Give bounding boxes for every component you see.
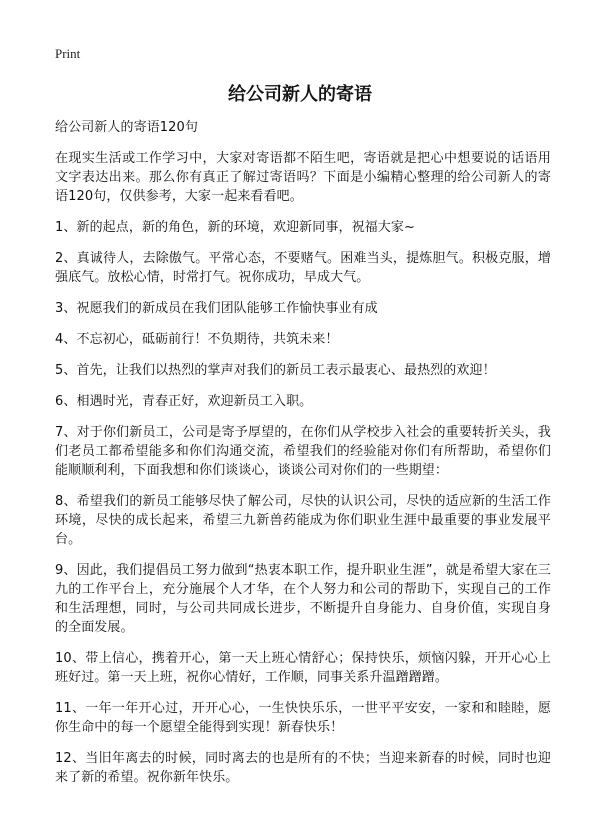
article-subtitle: 给公司新人的寄语120句 xyxy=(55,120,199,135)
article-body xyxy=(55,118,551,799)
print-link[interactable]: Print xyxy=(55,46,81,61)
list-item-1: 1、新的起点，新的角色，新的环境，欢迎新同事，祝福大家~ xyxy=(55,220,415,235)
list-item-12: 12、当旧年离去的时候，同时离去的也是所有的不快；当迎来新春的时候，同时也迎来了新的希望。祝你新年快乐。 xyxy=(55,751,551,785)
list-item-6: 6、相遇时光，青春正好，欢迎新员工入职。 xyxy=(55,394,313,409)
list-item-10: 10、带上信心，携着开心，第一天上班心情舒心；保持快乐，烦恼闪躲，开开心心上班好过。第一天上班，祝你心情好，工作顺，同事关系升温蹭蹭蹭。 xyxy=(55,651,551,685)
list-item-11: 11、一年一年开心过，开开心心，一生快快乐乐，一世平平安安，一家和和睦睦，愿你生命中的每一个愿望全能得到实现！新春快乐！ xyxy=(55,701,551,735)
list-item-7: 7、对于你们新员工，公司是寄予厚望的，在你们从学校步入社会的重要转折关头，我们老员工都希望能多和你们沟通交流，希望我们的经验能对你们有所帮助，希望你们能顺顺利利，下面我想和你们谈谈心，谈谈公司对你们的一些期望： xyxy=(55,425,551,478)
page-title: 给公司新人的寄语 xyxy=(228,84,372,105)
list-item-2: 2、真诚待人，去除傲气。平常心态，不要赌气。困难当头，提炼胆气。积极克服，增强底气。放松心情，时常打气。祝你成功，早成大气。 xyxy=(55,251,551,285)
list-item-3: 3、祝愿我们的新成员在我们团队能够工作愉快事业有成 xyxy=(55,301,378,316)
intro-paragraph: 在现实生活或工作学习中，大家对寄语都不陌生吧，寄语就是把心中想要说的话语用文字表达出来。那么你有真正了解过寄语吗？下面是小编精心整理的给公司新人的寄语120句，仅供参考，大家一起来看看吧。 xyxy=(55,151,551,204)
list-item-8: 8、希望我们的新员工能够尽快了解公司，尽快的认识公司，尽快的适应新的生活工作环境，尽快的成长起来，希望三九新兽药能成为你们职业生涯中最重要的事业发展平台。 xyxy=(55,494,551,547)
list-item-4: 4、不忘初心，砥砺前行！不负期待，共筑未来！ xyxy=(55,332,339,347)
list-item-9: 9、因此，我们提倡员工努力做到“热衷本职工作，提升职业生涯”，就是希望大家在三九的工作平台上，充分施展个人才华，在个人努力和公司的帮助下，实现自己的工作和生活理想，同时，与公司共同成长进步，不断提升自身能力、自身价值，实现自身的全面发展。 xyxy=(55,563,551,635)
list-item-5: 5、首先，让我们以热烈的掌声对我们的新员工表示最衷心、最热烈的欢迎！ xyxy=(55,363,496,378)
